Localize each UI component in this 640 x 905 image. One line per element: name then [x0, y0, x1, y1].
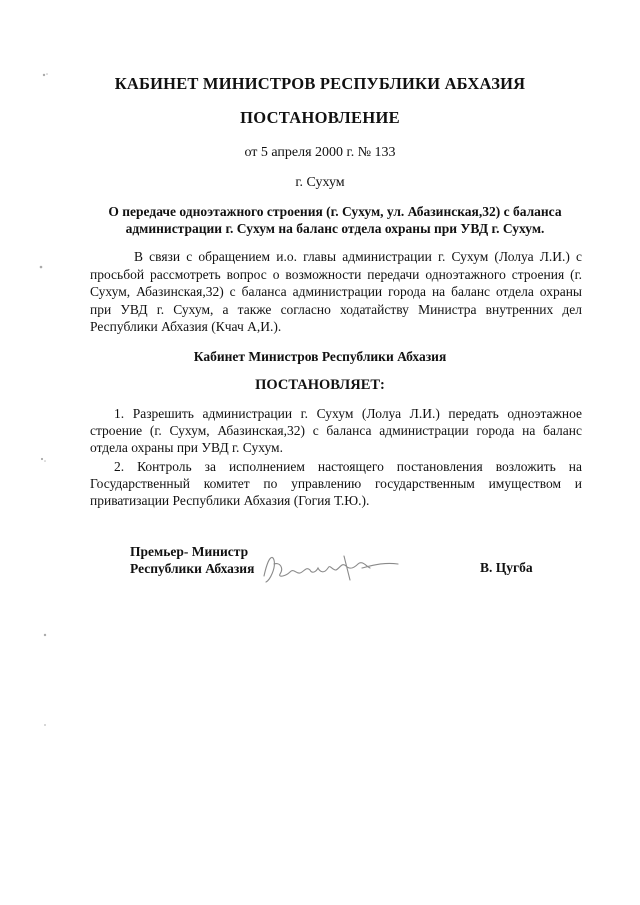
resolution-items	[90, 405, 582, 509]
scan-speck	[40, 720, 50, 730]
subject-title: О передаче одноэтажного строения (г. Сухум, ул. Абазинская,32) с баланса администрации г. Сухум на баланс отдела охраны при УВД г. Сухум.	[108, 204, 562, 236]
date-number-line: от 5 апреля 2000 г. № 133	[244, 145, 396, 160]
city-line: г. Сухум	[295, 175, 345, 190]
organization-heading: КАБИНЕТ МИНИСТРОВ РЕСПУБЛИКИ АБХАЗИЯ	[114, 74, 526, 93]
resolution-verb: ПОСТАНОВЛЯЕТ:	[255, 377, 385, 393]
handwritten-signature	[258, 546, 408, 590]
document-type-heading: ПОСТАНОВЛЕНИЕ	[240, 108, 400, 127]
signatory-title-line-1: Премьер- Министр	[130, 544, 249, 559]
issuing-body: Кабинет Министров Республики Абхазия	[193, 349, 447, 364]
resolution-item-1: 1. Разрешить администрации г. Сухум (Лолуа Л.И.) передать одноэтажное строение (г. Сухум, Абазинская,32) с баланса администрации города на баланс отдела охраны при УВД г. Сухум.	[90, 406, 582, 455]
scan-speck	[36, 262, 46, 272]
scan-speck	[38, 455, 48, 465]
resolution-item-2: 2. Контроль за исполнением настоящего постановления возложить на Государственный комитет по управлению государственным имуществом и приватизации Республики Абхазия (Гогия Т.Ю.).	[90, 459, 582, 508]
signatory-title	[130, 543, 254, 577]
preamble-paragraph: В связи с обращением и.о. главы администрации г. Сухум (Лолуа Л.И.) с просьбой рассмотреть вопрос о возможности передачи одноэтажного строения (г. Сухум, Абазинская,32) с баланса администрации города на баланс отдела охраны при УВД г. Сухум, а также согласно ходатайству Министра внутренних дел Республики Абхазия (Кчач А,И.).	[90, 249, 582, 334]
scan-speck	[40, 630, 50, 640]
signatory-title-line-2: Республики Абхазия	[130, 561, 255, 576]
signatory-name: В. Цугба	[480, 560, 533, 575]
scan-speck	[40, 70, 50, 80]
